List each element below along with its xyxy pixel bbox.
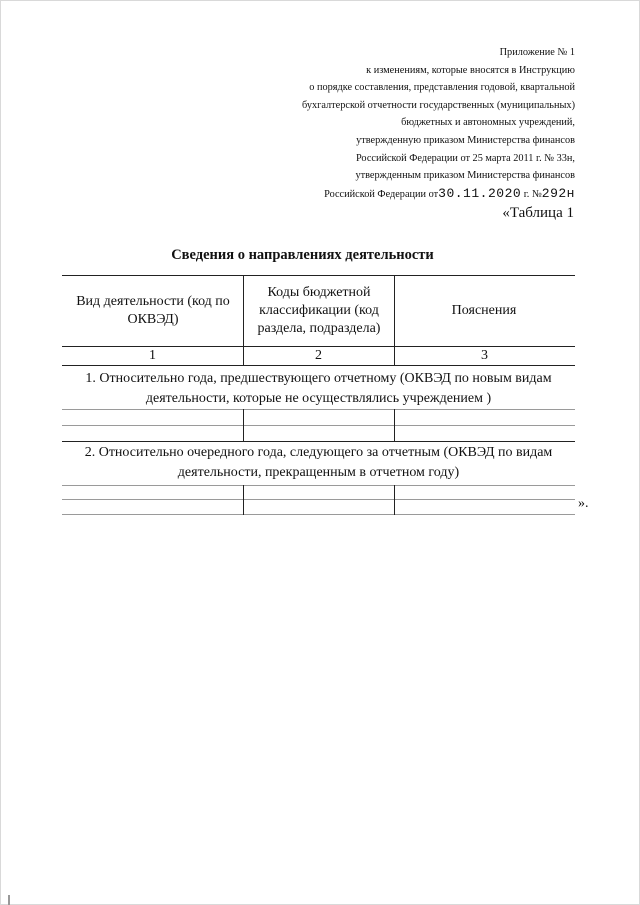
- scan-mark: [8, 895, 10, 905]
- appendix-line: к изменениям, которые вносятся в Инструкцию: [366, 64, 575, 76]
- appendix-header: [245, 44, 575, 203]
- closing-quote: ».: [578, 496, 589, 511]
- activities-table: [62, 275, 575, 515]
- column-divider: [243, 409, 244, 441]
- table-rule: [62, 425, 575, 426]
- order-line: [245, 185, 575, 204]
- order-mid: г. №: [521, 188, 542, 200]
- header-notes: Пояснения: [451, 302, 517, 318]
- header-budget-codes: Коды бюджетной классификации (код раздела, подраздела): [257, 284, 381, 336]
- table-rule: [62, 365, 575, 366]
- table-rule: [62, 441, 575, 442]
- appendix-line: бухгалтерской отчетности государственных (муниципальных): [301, 99, 575, 111]
- appendix-line: утвержденным приказом Министерства финансов: [355, 170, 575, 182]
- appendix-line: Приложение № 1: [499, 47, 575, 58]
- table-rule: [62, 409, 575, 410]
- appendix-line: бюджетных и автономных учреждений,: [401, 117, 575, 129]
- appendix-line: о порядке составления, представления годовой, квартальной: [309, 82, 575, 94]
- section-previous-year: 1. Относительно года, предшествующего отчетному (ОКВЭД по новым видам деятельности, которые не осуществлялись учреждением ): [85, 371, 552, 406]
- section-next-year: 2. Относительно очередного года, следующего за отчетным (ОКВЭД по видам деятельности, прекращенным в отчетном году): [84, 445, 553, 480]
- column-number: 2: [315, 347, 322, 363]
- appendix-line: Российской Федерации от 25 марта 2011 г. № 33н,: [355, 152, 575, 164]
- table-rule: [62, 485, 575, 486]
- order-prefix: Российской Федерации от: [324, 188, 439, 200]
- column-number: 3: [481, 347, 488, 363]
- page-title: Сведения о направлениях деятельности: [171, 247, 434, 263]
- table-rule: [62, 514, 575, 515]
- column-divider: [394, 409, 395, 441]
- column-divider: [394, 485, 395, 515]
- column-divider: [243, 485, 244, 515]
- column-number: 1: [149, 347, 156, 363]
- table-number: «Таблица 1: [502, 205, 574, 221]
- appendix-line: утвержденную приказом Министерства финансов: [356, 134, 575, 146]
- table-rule: [62, 499, 575, 500]
- header-activity: Вид деятельности (код по ОКВЭД): [76, 293, 230, 327]
- order-number: 292н: [541, 185, 575, 201]
- order-date: 30.11.2020: [438, 185, 522, 201]
